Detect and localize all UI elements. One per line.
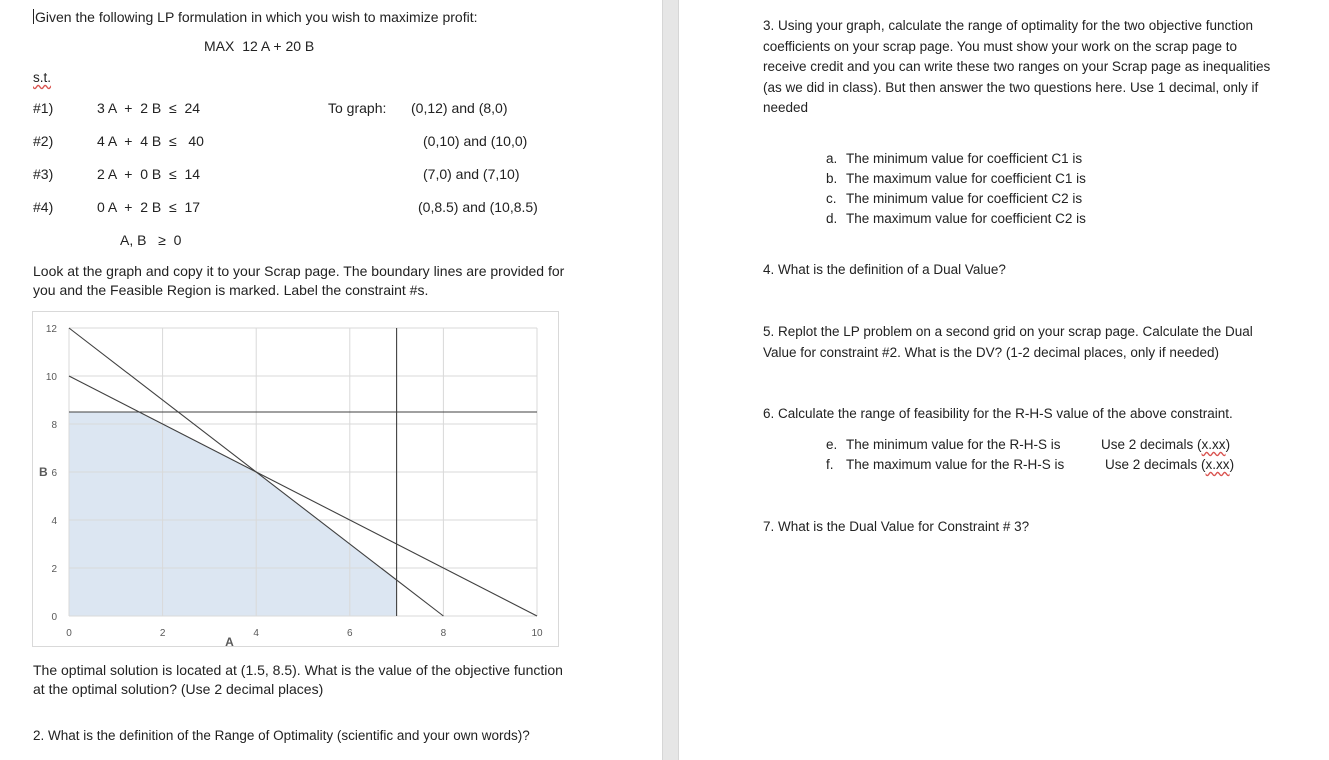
- x-tick-label-2: 2: [159, 628, 166, 639]
- objective-label: MAX: [204, 38, 235, 54]
- feasible-region: [69, 412, 397, 616]
- left-page: [0, 0, 662, 760]
- question-6: 6. Calculate the range of feasibility for the R-H-S value of the above constraint.: [763, 406, 1233, 421]
- x-tick-label-10: 10: [531, 628, 543, 639]
- question-6f-hint: Use 2 decimals (x.xx): [1105, 457, 1235, 472]
- constraint-2-points: (0,10) and (10,0): [423, 133, 528, 149]
- constraint-2-expression: 4 A + 4 B ≤ 40: [97, 133, 204, 149]
- objective-expression: 12 A + 20 B: [242, 38, 315, 54]
- x-tick-label-8: 8: [440, 628, 447, 639]
- question-5: 5. Replot the LP problem on a second grid on your scrap page. Calculate the Dual Value for constraint #2. What is the DV? (1-2 decimal places, only if needed): [763, 324, 1253, 360]
- constraint-3-expression: 2 A + 0 B ≤ 14: [97, 166, 201, 182]
- question-3a: a. The minimum value for coefficient C1 is: [826, 151, 1083, 166]
- subject-to-label: s.t.: [33, 70, 52, 85]
- question-3d: d. The maximum value for coefficient C2 is: [826, 211, 1086, 226]
- constraint-4-expression: 0 A + 2 B ≤ 17: [97, 199, 201, 215]
- y-axis-title: B: [39, 465, 48, 479]
- lp-graph-svg: [33, 312, 560, 648]
- constraint-1-expression: 3 A + 2 B ≤ 24: [97, 100, 201, 116]
- objective-function: [204, 38, 314, 54]
- y-tick-label-0: 0: [51, 612, 57, 623]
- question-6f: f. The maximum value for the R-H-S is: [826, 457, 1065, 472]
- text-cursor: [33, 9, 34, 24]
- question-6e: e. The minimum value for the R-H-S is: [826, 437, 1061, 452]
- to-graph-label: To graph:: [328, 100, 387, 116]
- x-tick-label-6: 6: [347, 628, 353, 639]
- constraint-1-id: #1): [33, 100, 54, 116]
- intro-text: Given the following LP formulation in which you wish to maximize profit:: [35, 9, 478, 25]
- nonnegativity-constraint: A, B ≥ 0: [120, 232, 182, 248]
- question-2: 2. What is the definition of the Range of Optimality (scientific and your own words)?: [33, 728, 530, 743]
- constraint-3-id: #3): [33, 166, 54, 182]
- right-page: [679, 0, 1329, 760]
- graph-instructions: Look at the graph and copy it to your Scrap page. The boundary lines are provided for you and the Feasible Region is marked. Label the constraint #s.: [33, 263, 565, 298]
- y-tick-label-4: 4: [51, 516, 57, 527]
- constraint-4-id: #4): [33, 199, 54, 215]
- constraint-2-id: #2): [33, 133, 54, 149]
- question-3: 3. Using your graph, calculate the range of optimality for the two objective function coefficients on your scrap page. You must show your work on the scrap page to receive credit and you can write these two ranges on your Scrap page as inequalities (as we did in class). But then answer the two questions here. Use 1 decimal, only if needed: [763, 18, 1271, 115]
- y-tick-label-2: 2: [51, 564, 57, 575]
- y-tick-label-12: 12: [45, 324, 57, 335]
- question-3b: b. The maximum value for coefficient C1 is: [826, 171, 1086, 186]
- y-tick-label-10: 10: [45, 372, 57, 383]
- question-7: 7. What is the Dual Value for Constraint # 3?: [763, 519, 1030, 534]
- question-6e-hint: Use 2 decimals (x.xx): [1101, 437, 1231, 452]
- question-1: The optimal solution is located at (1.5, 8.5). What is the value of the objective function at the optimal solution? (Use 2 decimal places): [33, 662, 563, 697]
- x-tick-label-4: 4: [253, 628, 259, 639]
- lp-graph: [32, 311, 559, 647]
- x-tick-label-0: 0: [66, 628, 72, 639]
- question-4: 4. What is the definition of a Dual Value?: [763, 262, 1006, 277]
- page-gutter: [662, 0, 679, 760]
- y-tick-label-8: 8: [51, 420, 57, 431]
- y-tick-label-6: 6: [51, 468, 57, 479]
- constraint-3-points: (7,0) and (7,10): [423, 166, 520, 182]
- constraint-4-points: (0,8.5) and (10,8.5): [418, 199, 538, 215]
- x-axis-title: A: [225, 635, 234, 648]
- constraint-1-points: (0,12) and (8,0): [411, 100, 508, 116]
- question-3c: c. The minimum value for coefficient C2 is: [826, 191, 1083, 206]
